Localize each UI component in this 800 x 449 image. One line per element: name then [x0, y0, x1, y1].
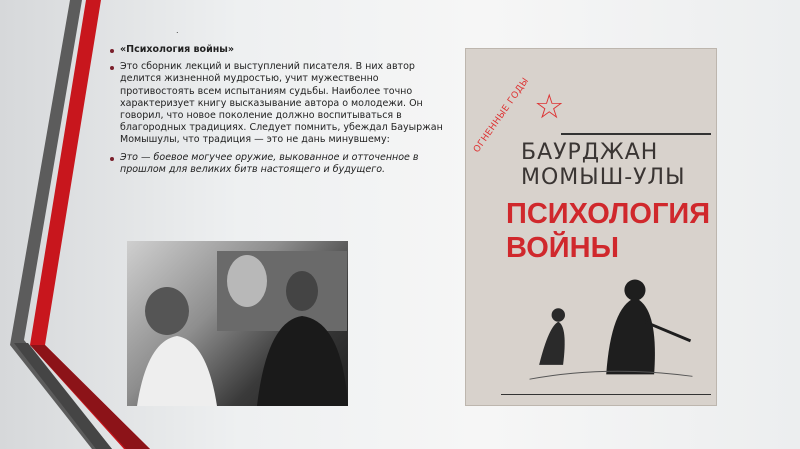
bullet-description: Это сборник лекций и выступлений писателя. В них автор делится жизненной мудростью, учит мужественно противостоять всем испытаниям судьбы. Наиболее точно характеризует книгу высказывание автора о молодежи. Он говорил, что новое поколение должно воспитываться в благородных традициях. Следует помнить, убеждал Бауыржан Момышулы, что традиция — это не дань минувшему: [110, 61, 450, 146]
book-series: ОГНЕННЫЕ ГОДЫ [472, 76, 532, 155]
soldiers-illustration [526, 269, 696, 384]
book-author [521, 140, 686, 190]
slide-text [110, 44, 450, 181]
book-title [506, 197, 710, 265]
bullet-title: «Психология войны» [110, 44, 450, 56]
stray-dot: . [176, 26, 179, 35]
book-cover [465, 48, 717, 406]
author-line1: БАУРДЖАН [521, 140, 659, 165]
title-line2: ВОЙНЫ [506, 232, 619, 264]
star-icon: ☆ [534, 87, 565, 127]
title-line1: ПСИХОЛОГИЯ [506, 198, 711, 230]
author-line2: МОМЫШ-УЛЫ [521, 165, 686, 190]
bullet-quote: Это — боевое могучее оружие, выкованное и отточенное в прошлом для великих битв настоящего и будущего. [110, 152, 450, 176]
historical-photo [127, 241, 348, 406]
